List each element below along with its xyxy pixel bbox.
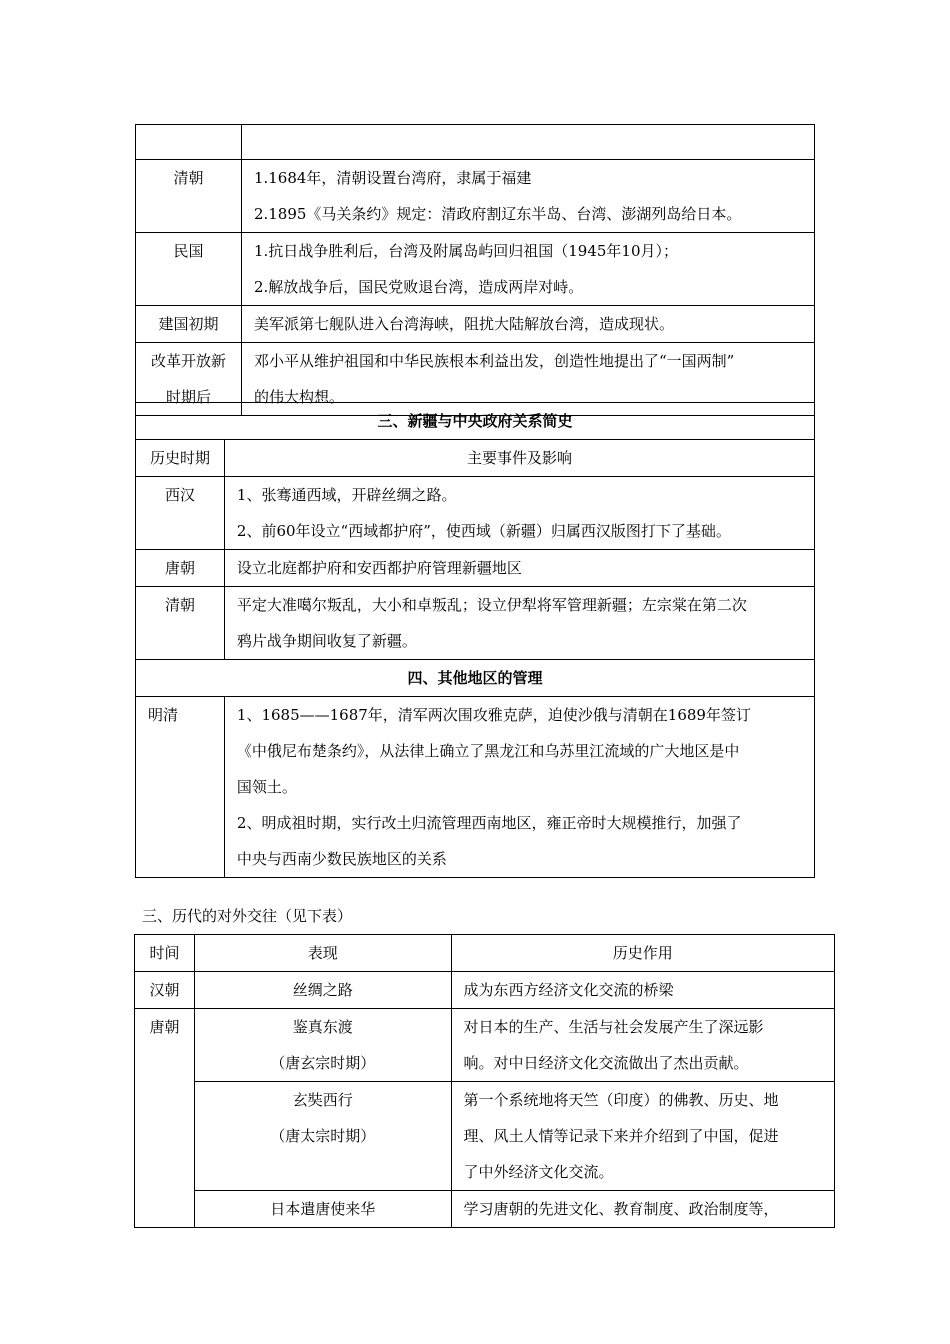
table-header-row [136,440,815,477]
column-header-performance: 表现 [194,935,451,972]
event-line: 1、张骞通西域，开辟丝绸之路。 [236,486,457,504]
event-line: 1.1684年，清朝设置台湾府，隶属于福建 [253,169,532,187]
column-header-period: 历史时期 [136,440,225,477]
event-cell [224,587,814,660]
item-line: 日本遣唐使来华 [270,1200,376,1218]
period-text: 改革开放新时期后 [150,352,226,406]
table-row [136,697,815,878]
regional-history-table [135,124,815,416]
period-cell: 唐朝 [135,1009,195,1228]
item-line: （唐太宗时期） [270,1127,376,1145]
table-row [135,972,835,1009]
event-line: 的伟大构想。 [253,388,344,406]
table-row [136,660,815,697]
effect-line: 了中外经济文化交流。 [463,1163,614,1181]
effect-line: 响。对中日经济文化交流做出了杰出贡献。 [463,1054,749,1072]
table-header-row [135,935,835,972]
event-line: 《中俄尼布楚条约》，从法律上确立了黑龙江和乌苏里江流域的广大地区是中 [236,742,740,760]
table-row [136,587,815,660]
column-header-effect: 历史作用 [451,935,834,972]
xinjiang-table [135,402,815,878]
event-line: 鸦片战争期间收复了新疆。 [236,632,417,650]
item-cell [194,1191,451,1228]
event-cell [224,477,814,550]
table-row [136,403,815,440]
period-cell [136,125,242,160]
table-row [136,477,815,550]
period-cell: 西汉 [136,477,225,550]
effect-line: 第一个系统地将天竺（印度）的佛教、历史、地 [463,1091,779,1109]
table-row [136,306,815,343]
event-cell [241,233,814,306]
item-line: 玄奘西行 [292,1091,353,1109]
event-cell [241,306,814,343]
effect-line: 学习唐朝的先进文化、教育制度、政治制度等， [463,1200,779,1218]
event-line: 美军派第七舰队进入台湾海峡，阻扰大陆解放台湾，造成现状。 [253,315,674,333]
period-cell: 汉朝 [135,972,195,1009]
item-cell: 丝绸之路 [194,972,451,1009]
event-cell [224,697,814,878]
effect-cell: 成为东西方经济文化交流的桥梁 [451,972,834,1009]
event-line: 设立北庭都护府和安西都护府管理新疆地区 [236,559,522,577]
table-row [135,1082,835,1191]
effect-cell [451,1082,834,1191]
period-cell: 民国 [136,233,242,306]
table-row [136,160,815,233]
table-row [136,233,815,306]
event-line: 中央与西南少数民族地区的关系 [236,850,447,868]
table-row [136,550,815,587]
period-cell: 清朝 [136,587,225,660]
table-row [136,125,815,160]
section-title: 三、新疆与中央政府关系简史 [136,403,815,440]
event-cell [241,125,814,160]
period-cell: 清朝 [136,160,242,233]
item-cell [194,1009,451,1082]
event-line: 1、1685——1687年，清军两次围攻雅克萨，迫使沙俄与清朝在1689年签订 [236,706,751,724]
column-header-time: 时间 [135,935,195,972]
effect-cell [451,1009,834,1082]
table-row [135,1191,835,1228]
effect-cell [451,1191,834,1228]
foreign-relations-table [134,934,835,1228]
section-heading: 三、历代的对外交往（见下表） [142,907,353,925]
item-cell [194,1082,451,1191]
period-cell: 唐朝 [136,550,225,587]
event-line: 国领土。 [236,778,297,796]
section-title: 四、其他地区的管理 [136,660,815,697]
event-line: 2、明成祖时期，实行改土归流管理西南地区，雍正帝时大规模推行，加强了 [236,814,742,832]
event-line: 2.解放战争后，国民党败退台湾，造成两岸对峙。 [253,278,584,296]
event-line: 1.抗日战争胜利后，台湾及附属岛屿回归祖国（1945年10月）； [253,242,679,260]
effect-line: 理、风土人情等记录下来并介绍到了中国，促进 [463,1127,779,1145]
effect-line: 对日本的生产、生活与社会发展产生了深远影 [463,1018,764,1036]
period-cell: 建国初期 [136,306,242,343]
event-cell [241,160,814,233]
item-line: （唐玄宗时期） [270,1054,376,1072]
event-line: 平定大准噶尔叛乱，大小和卓叛乱；设立伊犁将军管理新疆；左宗棠在第二次 [236,596,747,614]
period-cell: 明清 [136,697,225,878]
event-line: 邓小平从维护祖国和中华民族根本利益出发，创造性地提出了“一国两制” [253,352,735,370]
item-line: 鉴真东渡 [292,1018,353,1036]
event-line: 2、前60年设立“西域都护府”，使西域（新疆）归属西汉版图打下了基础。 [236,522,731,540]
column-header-events: 主要事件及影响 [224,440,814,477]
event-cell [224,550,814,587]
table-row [135,1009,835,1082]
event-line: 2.1895《马关条约》规定：清政府割辽东半岛、台湾、澎湖列岛给日本。 [253,205,742,223]
